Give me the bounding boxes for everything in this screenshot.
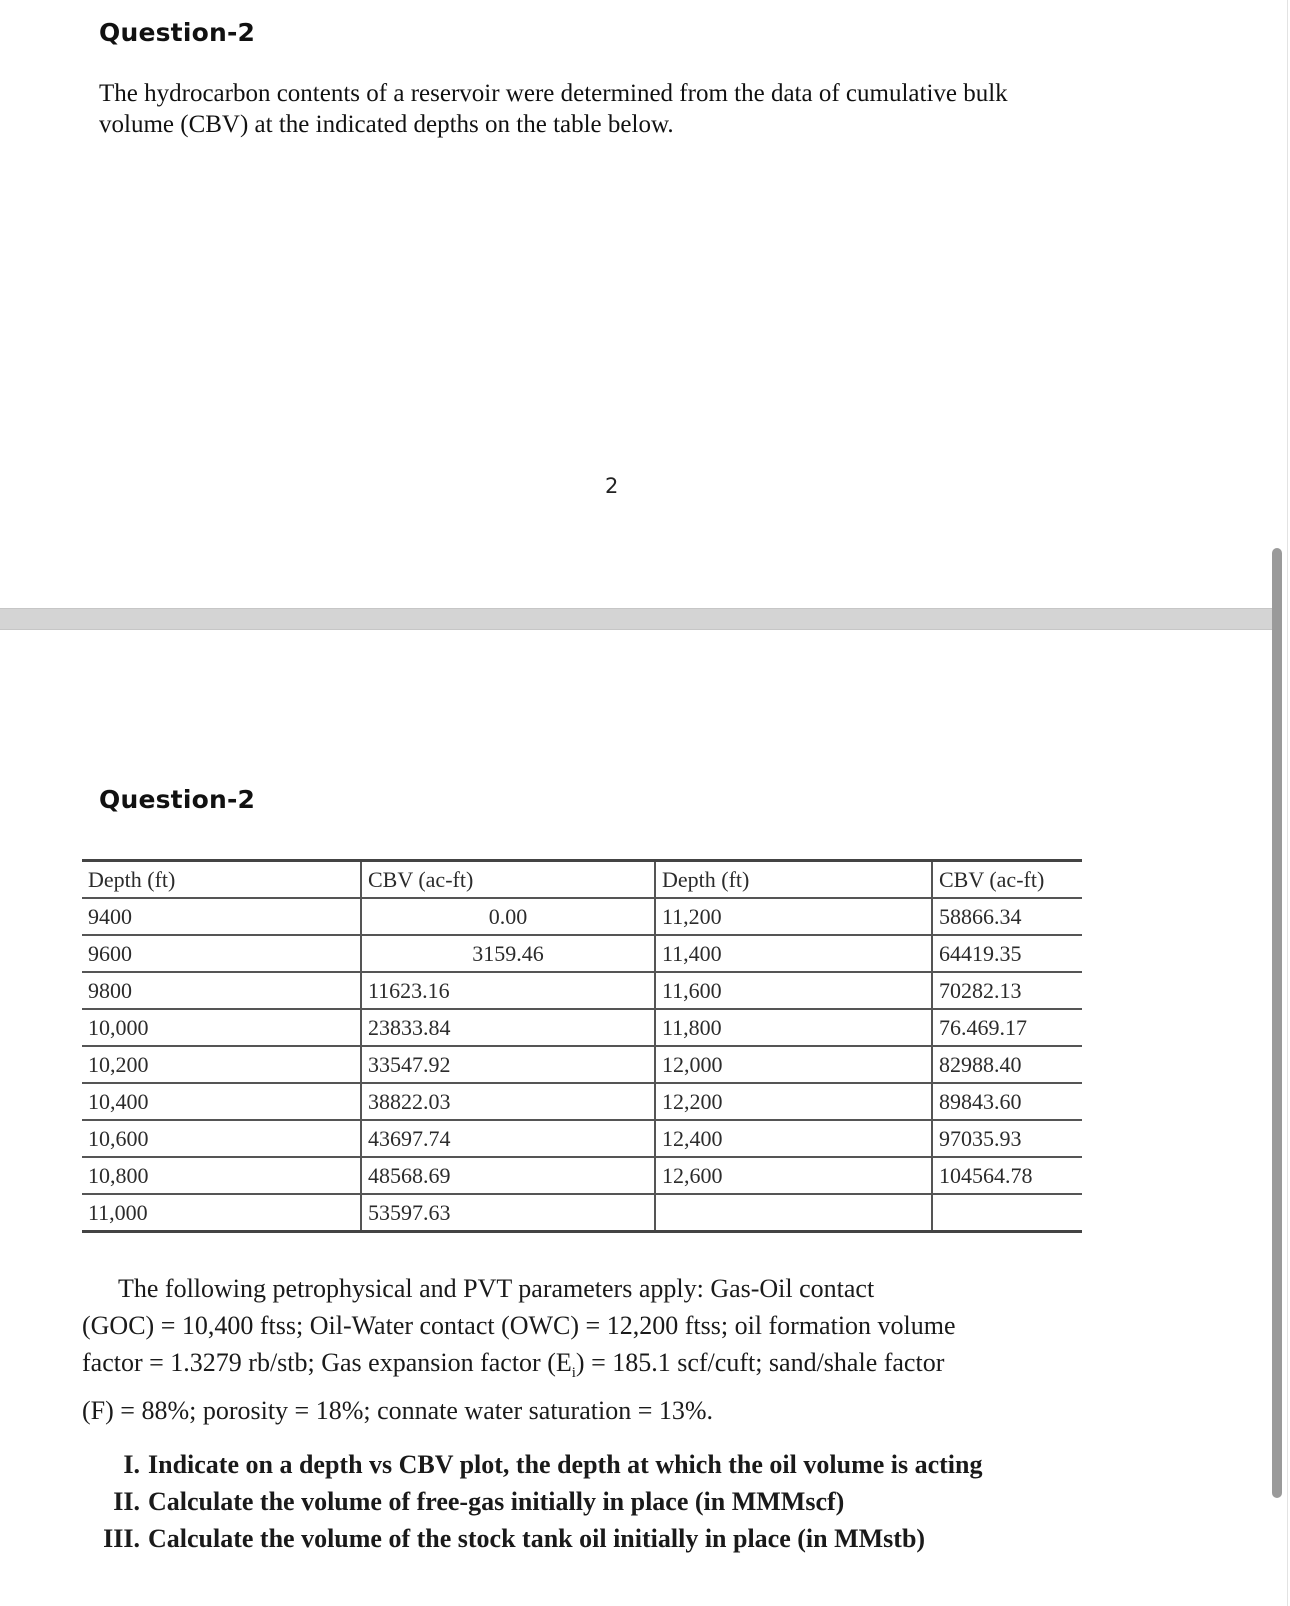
header-cbv-left: CBV (ac-ft) [361, 861, 655, 899]
cbv-cell: 0.00 [361, 898, 655, 935]
task-number: I. [123, 1450, 140, 1479]
table-header-row [82, 861, 1082, 899]
cbv-cell [932, 1194, 1082, 1232]
table-row [82, 1046, 1082, 1083]
table-row [82, 1120, 1082, 1157]
cbv-cell: 64419.35 [932, 935, 1082, 972]
cbv-cell: 58866.34 [932, 898, 1082, 935]
task-text: Calculate the volume of the stock tank oil initially in place (in MMstb) [148, 1524, 926, 1553]
table-row [82, 935, 1082, 972]
scroll-track-line [1287, 0, 1288, 1606]
header-cbv-right: CBV (ac-ft) [932, 861, 1082, 899]
depth-cell: 10,400 [82, 1083, 361, 1120]
depth-cell: 11,200 [655, 898, 932, 935]
depth-cell: 9400 [82, 898, 361, 935]
task-list [90, 1446, 1090, 1557]
depth-cell: 10,200 [82, 1046, 361, 1083]
page-separator [0, 608, 1272, 630]
table-row [82, 972, 1082, 1009]
cbv-cell: 104564.78 [932, 1157, 1082, 1194]
table-row [82, 1157, 1082, 1194]
list-item [90, 1446, 1090, 1483]
document-page-1 [0, 0, 1272, 608]
cbv-cell: 97035.93 [932, 1120, 1082, 1157]
depth-cell: 12,200 [655, 1083, 932, 1120]
depth-cell: 12,000 [655, 1046, 932, 1083]
header-depth-right: Depth (ft) [655, 861, 932, 899]
cbv-cell: 43697.74 [361, 1120, 655, 1157]
task-number: III. [103, 1524, 140, 1553]
intro-paragraph [99, 78, 1089, 140]
depth-cell [655, 1194, 932, 1232]
params-line-2: (GOC) = 10,400 ftss; Oil-Water contact (OWC) = 12,200 ftss; oil formation volume [82, 1311, 956, 1340]
cbv-cell: 82988.40 [932, 1046, 1082, 1083]
parameters-paragraph [82, 1270, 1082, 1429]
params-line-1: The following petrophysical and PVT parameters apply: Gas-Oil contact [118, 1274, 875, 1303]
page1-heading: Question-2 [99, 18, 256, 47]
depth-cbv-table [82, 859, 1082, 1233]
params-line-3: factor = 1.3279 rb/stb; Gas expansion factor $(E_i) = 185.1$ scf/cuft; sand/shale factor [82, 1348, 945, 1382]
depth-cell: 11,400 [655, 935, 932, 972]
cbv-cell: 53597.63 [361, 1194, 655, 1232]
header-depth-left: Depth (ft) [82, 861, 361, 899]
cbv-cell: 89843.60 [932, 1083, 1082, 1120]
table-row [82, 1009, 1082, 1046]
table-row [82, 1194, 1082, 1232]
depth-cell: 9800 [82, 972, 361, 1009]
depth-cell: 12,400 [655, 1120, 932, 1157]
page2-heading: Question-2 [99, 785, 256, 814]
cbv-cell: 3159.46 [361, 935, 655, 972]
list-item [90, 1520, 1090, 1557]
params-line-4: (F) = 88%; porosity = 18%; connate water saturation = 13%. [82, 1396, 714, 1426]
table-row [82, 1083, 1082, 1120]
depth-cell: 10,800 [82, 1157, 361, 1194]
depth-cell: 10,600 [82, 1120, 361, 1157]
depth-cell: 10,000 [82, 1009, 361, 1046]
cbv-cell: 76.469.17 [932, 1009, 1082, 1046]
cbv-cell: 70282.13 [932, 972, 1082, 1009]
vertical-scrollbar-thumb[interactable] [1272, 548, 1282, 1498]
list-item [90, 1483, 1090, 1520]
cbv-cell: 38822.03 [361, 1083, 655, 1120]
task-number: II. [113, 1487, 140, 1516]
task-text: Indicate on a depth vs CBV plot, the depth at which the oil volume is acting [148, 1450, 983, 1479]
depth-cell: 11,800 [655, 1009, 932, 1046]
task-text: Calculate the volume of free-gas initially in place (in MMMscf) [148, 1487, 845, 1516]
depth-cell: 11,000 [82, 1194, 361, 1232]
table-row [82, 898, 1082, 935]
cbv-cell: 48568.69 [361, 1157, 655, 1194]
intro-line-1: The hydrocarbon contents of a reservoir were determined from the data of cumulative bulk [99, 80, 1008, 107]
depth-cell: 11,600 [655, 972, 932, 1009]
cbv-cell: 11623.16 [361, 972, 655, 1009]
intro-line-2: volume (CBV) at the indicated depths on the table below. [99, 111, 674, 138]
depth-cell: 12,600 [655, 1157, 932, 1194]
page-number: 2 [605, 474, 619, 498]
cbv-cell: 33547.92 [361, 1046, 655, 1083]
depth-cell: 9600 [82, 935, 361, 972]
cbv-cell: 23833.84 [361, 1009, 655, 1046]
